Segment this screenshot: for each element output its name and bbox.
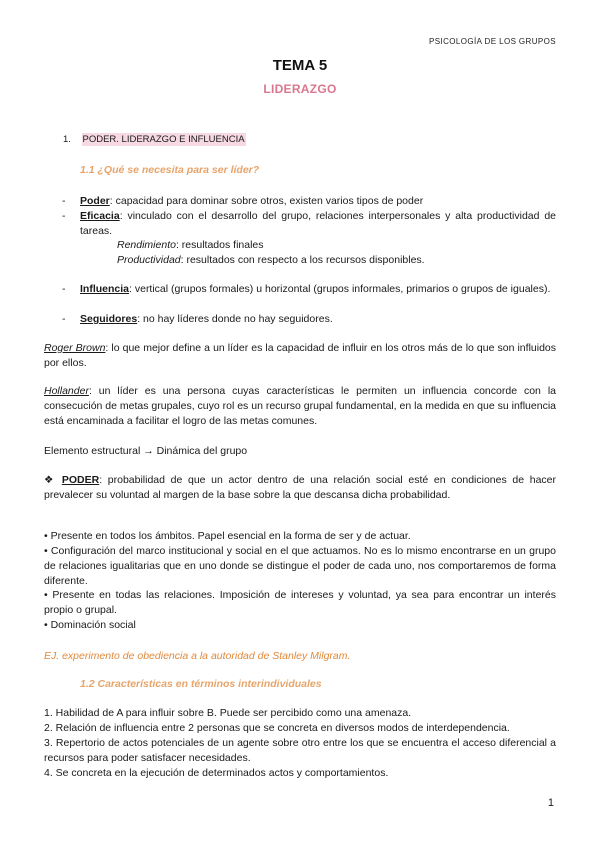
page-title: TEMA 5 [272, 57, 328, 74]
numbered-item-4: 4. Se concreta en la ejecución de determinados actos y comportamientos. [44, 767, 389, 779]
dot-item-2: • Configuración del marco institucional y social en el que actuamos. No es lo mismo encontrarse en un grupo de relaciones igualitarias que en uno donde se distingue el poder de cada uno, nos comportaremos de forma diferente. [44, 545, 556, 587]
dot-item-1: • Presente en todos los ámbitos. Papel esencial en la forma de ser y de actuar. [44, 530, 411, 542]
section-heading [63, 134, 246, 145]
sub-item-productividad: Productividad: resultados con respecto a los recursos disponibles. [117, 254, 425, 266]
numbered-item-1: 1. Habilidad de A para influir sobre B. Puede ser percibido como una amenaza. [44, 707, 412, 719]
paragraph-poder: ❖ PODER: probabilidad de que un actor dentro de una relación social esté en condiciones de hacer prevalecer su voluntad al margen de la base sobre la que descansa dicha probabilidad. [44, 474, 556, 501]
bullet-influencia: - Influencia: vertical (grupos formales) u horizontal (grupos informales, primarios o grupos de iguales). [62, 283, 551, 295]
subsection-heading-1-1: 1.1 ¿Qué se necesita para ser líder? [80, 164, 260, 176]
page-subtitle: LIDERAZGO [263, 82, 337, 96]
diamond-bullet-icon: ❖ [44, 474, 57, 486]
paragraph-elemento: Elemento estructural → Dinámica del grupo [44, 445, 248, 457]
paragraph-hollander: Hollander: un líder es una persona cuyas características le permiten un influencia concorde con la consecución de metas grupales, cuyo rol es un recurso grupal fundamental, en la medida en que su influencia está encaminada a facilitar el logro de las metas comunes. [44, 385, 556, 427]
numbered-item-3: 3. Repertorio de actos potenciales de un agente sobre otro entre los que se encuentra el acceso diferencial a recursos para poder satisfacer necesidades. [44, 737, 556, 764]
sub-item-rendimiento: Rendimiento: resultados finales [117, 239, 264, 251]
section-label: PODER. LIDERAZGO E INFLUENCIA [82, 134, 245, 145]
bullet-poder: - Poder: capacidad para dominar sobre otros, existen varios tipos de poder [62, 195, 424, 207]
dot-item-3: • Presente en todas las relaciones. Imposición de intereses y voluntad, ya sea para encontrar un interés propio o grupal. [44, 589, 556, 616]
page-number: 1 [547, 797, 554, 809]
bullet-seguidores: - Seguidores: no hay líderes donde no hay seguidores. [62, 313, 333, 325]
numbered-item-2: 2. Relación de influencia entre 2 personas que se concreta en diversos modos de interdependencia. [44, 722, 510, 734]
example-note: EJ. experimento de obediencia a la autoridad de Stanley Milgram. [44, 650, 351, 662]
subsection-heading-1-2: 1.2 Características en términos interindividuales [80, 678, 322, 690]
section-number: 1. [63, 134, 71, 145]
dot-item-4: • Dominación social [44, 619, 136, 631]
paragraph-roger-brown: Roger Brown: lo que mejor define a un líder es la capacidad de influir en los otros más de lo que son influidos por ellos. [44, 342, 557, 369]
bullet-eficacia: - Eficacia: vinculado con el desarrollo del grupo, relaciones interpersonales y alta productividad de tareas. [62, 210, 556, 237]
running-header: PSICOLOGÍA DE LOS GRUPOS [429, 37, 556, 46]
